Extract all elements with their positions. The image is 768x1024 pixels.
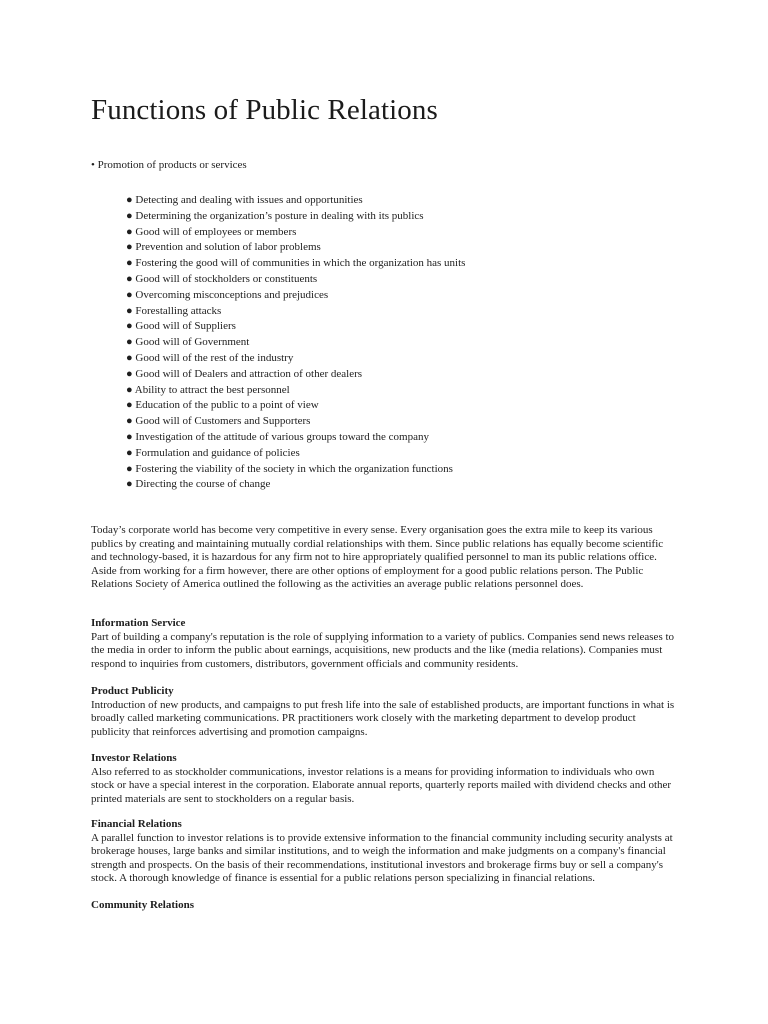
section-heading: Information Service [91, 617, 186, 629]
list-item: ● Good will of employees or members [126, 225, 297, 238]
section-financial-relations [91, 818, 676, 886]
list-item: ● Formulation and guidance of policies [126, 446, 300, 459]
section-heading: Community Relations [91, 899, 194, 911]
section-body: Introduction of new products, and campaigns to put fresh life into the sale of established products, are important functions in what is broadly called marketing communications. PR practitioners work closely with the marketing department to develop product publicity that reinforces advertising and promotion campaigns. [91, 698, 675, 738]
list-item: ● Education of the public to a point of view [126, 399, 319, 412]
section-heading: Financial Relations [91, 818, 182, 830]
section-product-publicity [91, 685, 676, 739]
list-item: ● Investigation of the attitude of various groups toward the company [126, 430, 429, 443]
section-investor-relations [91, 752, 676, 806]
list-item: ● Good will of the rest of the industry [126, 351, 294, 364]
list-item: ● Fostering the good will of communities in which the organization has units [126, 257, 466, 270]
list-item: ● Overcoming misconceptions and prejudices [126, 288, 329, 301]
list-item: ● Detecting and dealing with issues and opportunities [126, 194, 363, 206]
list-item: ● Good will of Suppliers [126, 320, 236, 333]
section-information-service [91, 617, 676, 671]
lead-bullet-item: • Promotion of products or services [91, 159, 247, 171]
section-heading: Product Publicity [91, 685, 174, 697]
section-community-relations [91, 899, 676, 913]
section-body: A parallel function to investor relations is to provide extensive information to the financial community including security analysts at brokerage houses, large banks and similar institutions, and to weigh the information and make judgments on a company's financial strength and prospects. On the basis of their recommendations, institutional investors and brokerage firms buy or sell a company's stock. A thorough knowledge of finance is essential for a public relations person specializing in financial relations. [91, 831, 673, 885]
list-item: ● Forestalling attacks [126, 304, 222, 317]
list-item: ● Determining the organization’s posture in dealing with its publics [126, 209, 424, 222]
intro-text: Today’s corporate world has become very competitive in every sense. Every organisation goes the extra mile to keep its various publics by creating and maintaining mutually cordial relationships with them. Since public relations has equally become scientific and technology-based, it is hazardous for any firm not to hire appropriately qualified personnel to man its public relations office. Aside from working for a firm however, there are other options of employment for a good public relations person. The Public Relations Society of America outlined the following as the activities an average public relations personnel does. [91, 524, 664, 591]
list-item: ● Ability to attract the best personnel [126, 383, 290, 396]
list-item: ● Prevention and solution of labor problems [126, 241, 321, 254]
intro-paragraph [91, 524, 676, 592]
section-body: Part of building a company's reputation is the role of supplying information to a variety of publics. Companies send news releases to the media in order to inform the public about earnings, acquisitions, new products and the like (media relations). Companies must respond to inquiries from customers, distributors, government officials and community residents. [91, 630, 675, 670]
page-title: Functions of Public Relations [91, 94, 438, 126]
list-item: ● Fostering the viability of the society in which the organization functions [126, 462, 453, 475]
list-item: ● Good will of Customers and Supporters [126, 415, 311, 428]
list-item: ● Good will of stockholders or constituents [126, 272, 318, 285]
list-item: ● Good will of Dealers and attraction of other dealers [126, 367, 363, 380]
list-item: ● Directing the course of change [126, 478, 271, 491]
section-heading: Investor Relations [91, 752, 177, 764]
function-list [126, 193, 465, 493]
list-item: ● Good will of Government [126, 336, 250, 349]
section-body: Also referred to as stockholder communications, investor relations is a means for providing information to individuals who own stock or have a special interest in the corporation. Elaborate annual reports, quarterly reports mailed with dividend checks and other printed materials are sent to stockholders on a regular basis. [91, 765, 672, 805]
